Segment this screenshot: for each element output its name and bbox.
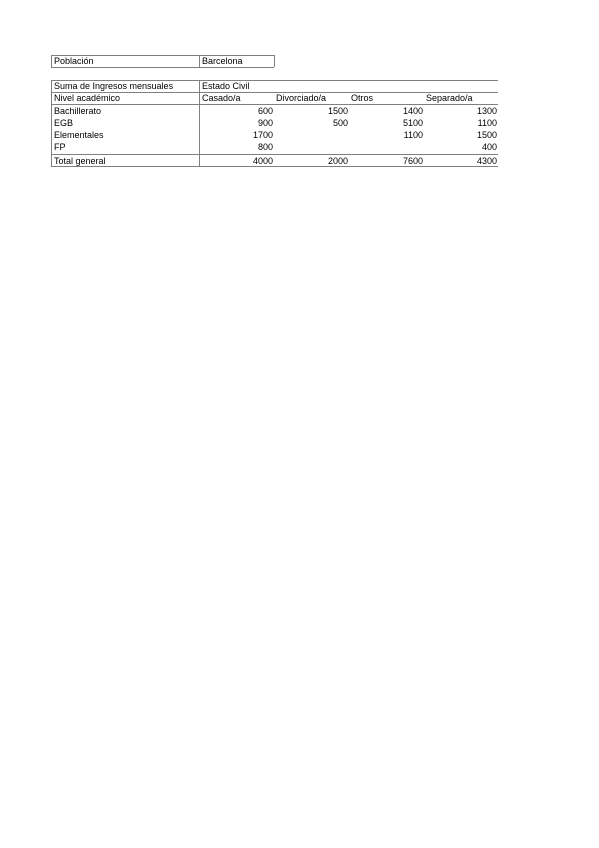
cell-value: 1700: [252, 130, 273, 140]
cell-value: 5100: [402, 118, 423, 128]
total-value: 4000: [252, 156, 273, 166]
cell-value: 400: [481, 142, 497, 152]
column-header-casado: Casado/a: [202, 93, 241, 103]
filter-value[interactable]: Barcelona: [202, 56, 243, 66]
total-value: 4300: [476, 156, 497, 166]
filter-label: Población: [54, 56, 94, 66]
row-field-button[interactable]: Nivel académico: [54, 93, 121, 103]
cell-value: [275, 129, 348, 141]
cell-value: 1100: [477, 118, 497, 128]
cell-value: 1500: [476, 130, 497, 140]
cell-value: 800: [257, 142, 273, 152]
cell-value: 1400: [402, 106, 423, 116]
cell-value: 1300: [476, 106, 497, 116]
cell-value: 900: [257, 118, 273, 128]
column-header-separado: Separado/a: [426, 93, 473, 103]
data-field-label: Suma de Ingresos mensuales: [54, 81, 174, 91]
row-label: EGB: [54, 118, 74, 128]
cell-value: [275, 141, 348, 153]
total-label: Total general: [54, 156, 106, 166]
cell-value: [350, 141, 423, 153]
cell-value: 1100: [403, 130, 423, 140]
total-value: 2000: [327, 156, 348, 166]
total-value: 7600: [402, 156, 423, 166]
cell-value: 600: [257, 106, 273, 116]
column-field-button[interactable]: Estado Civil: [202, 81, 250, 91]
cell-value: 1500: [327, 106, 348, 116]
cell-value: 500: [332, 118, 348, 128]
row-label: FP: [54, 142, 66, 152]
column-header-otros: Otros: [351, 93, 374, 103]
column-header-divorciado: Divorciado/a: [276, 93, 327, 103]
row-label: Elementales: [54, 130, 104, 140]
row-label: Bachillerato: [54, 106, 102, 116]
